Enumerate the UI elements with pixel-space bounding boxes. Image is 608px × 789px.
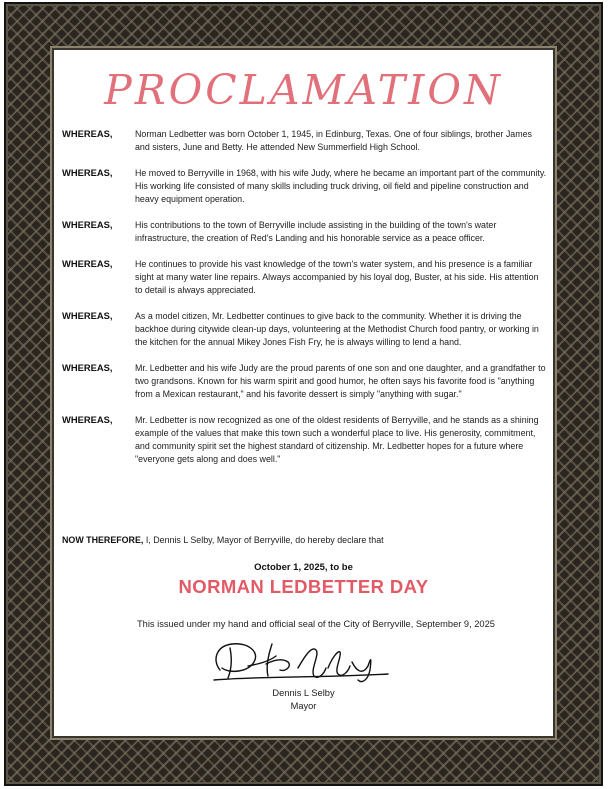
- clause-text: He moved to Berryville in 1968, with his wife Judy, where he became an important part of the community. His working life consisted of many skills including truck driving, oil field and pipeline construction and heavy equipment operation.: [135, 168, 547, 204]
- day-title: NORMAN LEDBETTER DAY: [178, 576, 429, 597]
- clause-label: WHEREAS,: [62, 362, 113, 373]
- clause-text: Mr. Ledbetter and his wife Judy are the proud parents of one son and one daughter, and a grandfather to two grandsons. Known for his warm spirit and good humor, he often says his favorite food is "anything from a Mexican restaurant," and his favorite dessert is simply "anything with sugar.": [135, 363, 546, 399]
- clause-text: Mr. Ledbetter is now recognized as one of the oldest residents of Berryville, and he stands as a shining example of the values that make this town such a wonderful place to live. His generosity, commitment, and community spirit set the highest standard of citizenship. Mr. Ledbetter hopes for a future where "everyone gets along and does well.": [135, 415, 539, 464]
- clause-label: WHEREAS,: [62, 167, 113, 178]
- whereas-clause: [62, 219, 548, 245]
- clause-label: WHEREAS,: [62, 258, 113, 269]
- clause-label: WHEREAS,: [62, 219, 113, 230]
- signature-icon: [202, 636, 392, 688]
- therefore-clause: [62, 535, 548, 545]
- proclamation-title: PROCLAMATION: [104, 66, 503, 114]
- clause-text: Norman Ledbetter was born October 1, 1945, in Edinburg, Texas. One of four siblings, brother James and sisters, June and Betty. He attended New Summerfield High School.: [135, 129, 532, 152]
- proclamation-page: [54, 50, 553, 736]
- whereas-clause: [62, 362, 548, 401]
- whereas-clause: [62, 258, 548, 297]
- whereas-clause: [62, 128, 548, 154]
- whereas-clause: [62, 414, 548, 466]
- clause-text: His contributions to the town of Berryville include assisting in the building of the town's water infrastructure, the creation of Red's Landing and his honorable service as a peace officer.: [135, 220, 497, 243]
- therefore-label: NOW THEREFORE,: [62, 535, 144, 545]
- whereas-clauses: [62, 128, 548, 479]
- clause-text: He continues to provide his vast knowledge of the town's water system, and his presence is a familiar sight at many water line repairs. Always accompanied by his loyal dog, Buster, at his side. His attention to detail is always appreciated.: [135, 259, 539, 295]
- clause-label: WHEREAS,: [62, 414, 113, 425]
- whereas-clause: [62, 167, 548, 206]
- signer-name: Dennis L Selby: [272, 688, 335, 698]
- seal-statement: This issued under my hand and official seal of the City of Berryville, September 9, 2025: [137, 619, 495, 629]
- whereas-clause: [62, 310, 548, 349]
- signer-title: Mayor: [290, 701, 317, 711]
- therefore-text: I, Dennis L Selby, Mayor of Berryville, do hereby declare that: [145, 535, 384, 545]
- clause-text: As a model citizen, Mr. Ledbetter continues to give back to the community. Whether it is driving the backhoe during citywide clean-up days, volunteering at the Methodist Church food pantry, or working in the kitchen for the annual Mikey Jones Fish Fry, he is always willing to lend a hand.: [135, 311, 539, 347]
- declaration-date: October 1, 2025, to be: [254, 562, 353, 573]
- clause-label: WHEREAS,: [62, 310, 113, 321]
- clause-label: WHEREAS,: [62, 128, 113, 139]
